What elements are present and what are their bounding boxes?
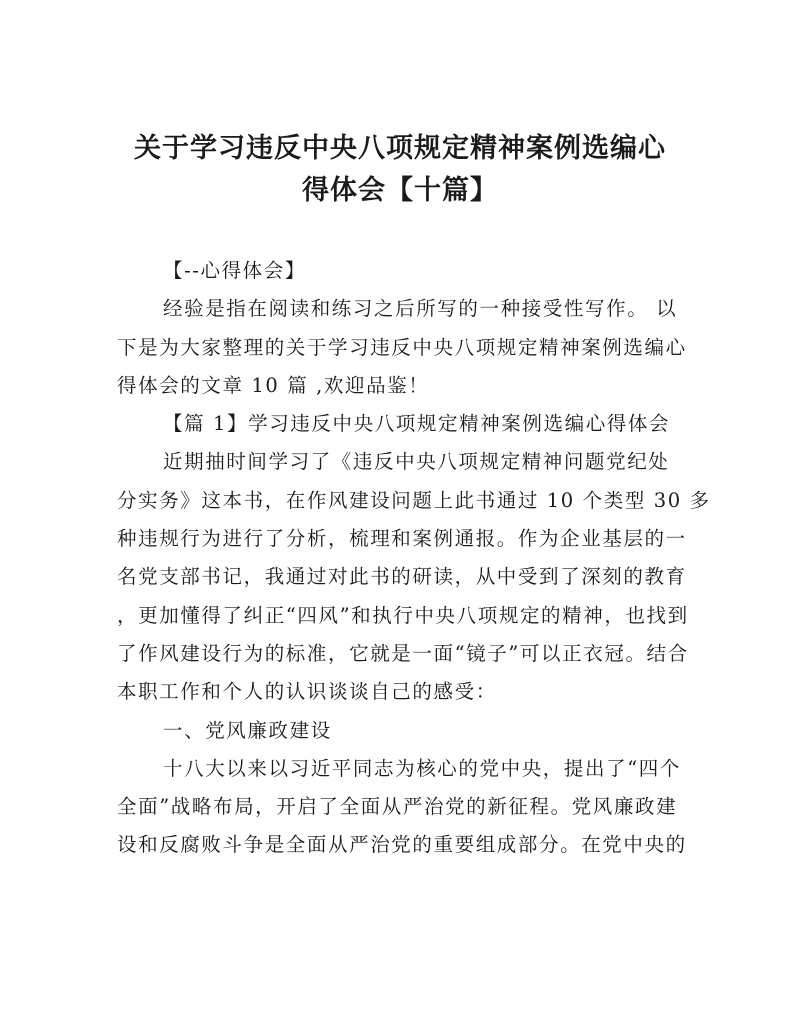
paragraph-line: 经验是指在阅读和练习之后所写的一种接受性写作。 以 [163,297,678,321]
paragraph-line: ，更加懂得了纠正“四风”和执行中央八项规定的精神，也找到 [117,603,689,627]
title-line: 得体会【十篇】 [302,175,498,206]
document-body [117,252,711,865]
document-title [100,128,700,212]
paragraph-line: 十八大以来以习近平同志为核心的党中央，提出了“四个 [163,756,681,780]
paragraph-line: 设和反腐败斗争是全面从严治党的重要组成部分。在党中央的 [117,833,687,857]
paragraph-line: 下是为大家整理的关于学习违反中央八项规定精神案例选编心 [117,335,687,359]
paragraph-line: 名党支部书记，我通过对此书的研读，从中受到了深刻的教育 [117,565,687,589]
paragraph-line: 全面”战略布局，开启了全面从严治党的新征程。党风廉政建 [117,795,678,819]
category-tag: 【--心得体会】 [163,259,306,282]
title-line: 关于学习违反中央八项规定精神案例选编心 [134,133,666,164]
paragraph-line: 种违规行为进行了分析，梳理和案例通报。作为企业基层的一 [117,527,687,551]
paragraph-line: 得体会的文章 10 篇 ,欢迎品鉴！ [117,373,430,397]
paragraph-line: 分实务》这本书，在作风建设问题上此书通过 10 个类型 30 多 [117,488,711,512]
paragraph-line: 了作风建设行为的标准，它就是一面“镜子”可以正衣冠。结合 [117,641,689,665]
section-heading: 【篇 1】学习违反中央八项规定精神案例选编心得体会 [163,412,671,436]
subsection-heading: 一、党风廉政建设 [163,718,332,742]
paragraph-line: 本职工作和个人的认识谈谈自己的感受： [117,680,497,704]
paragraph-line: 近期抽时间学习了《违反中央八项规定精神问题党纪处 [163,450,670,474]
